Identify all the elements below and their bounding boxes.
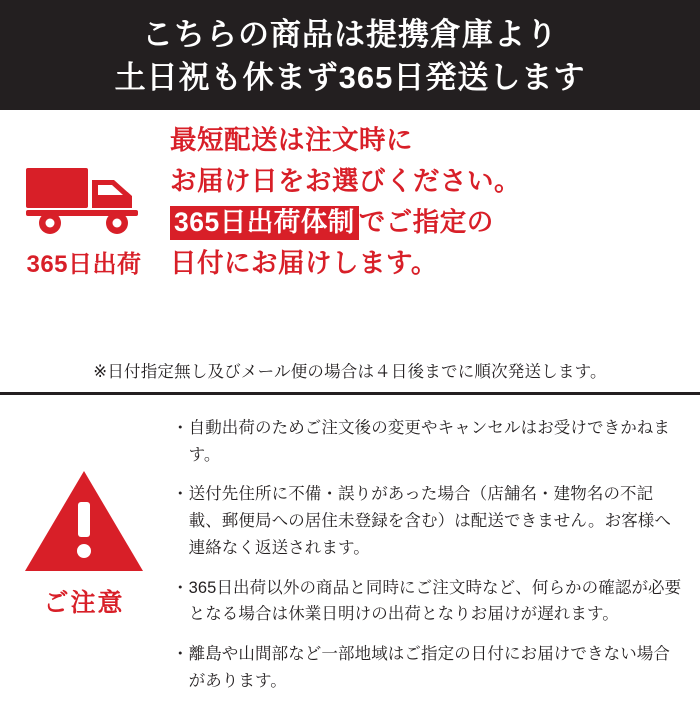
list-item	[172, 481, 682, 561]
list-item-text: 自動出荷のためご注文後の変更やキャンセルはお受けできかねます。	[188, 419, 671, 464]
delivery-truck-icon	[24, 160, 144, 236]
list-item	[172, 641, 682, 694]
list-item-text: 365日出荷以外の商品と同時にご注文時など、何らかの確認が必要となる場合は休業日明けの出荷となりお届けが遅れます。	[188, 578, 682, 624]
caution-section	[0, 395, 700, 707]
warning-triangle-icon	[23, 469, 145, 573]
delivery-text-block	[168, 116, 700, 284]
delivery-main	[0, 116, 700, 354]
delivery-line-3	[170, 202, 686, 243]
header-line-1: こちらの商品は提携倉庫より	[142, 17, 558, 53]
caution-column	[0, 407, 168, 619]
caution-notes-list	[168, 407, 700, 707]
bullet-marker: ・	[172, 485, 189, 504]
bullet-marker: ・	[172, 419, 189, 437]
truck-label: 365日出荷	[26, 251, 142, 278]
delivery-line-2: お届け日をお選びください。	[170, 166, 521, 197]
delivery-line-3-rest: でご指定の	[358, 207, 494, 238]
bullet-marker: ・	[172, 645, 189, 664]
banner-header	[0, 0, 700, 110]
delivery-line-3-highlight: 365日出荷体制	[170, 206, 359, 240]
delivery-note: ※日付指定無し及びメール便の場合は４日後までに順次発送します。	[93, 363, 607, 381]
list-item-text: 離島や山間部など一部地域はご指定の日付にお届けできない場合があります。	[188, 645, 671, 690]
list-item	[172, 415, 682, 468]
caution-label: ご注意	[43, 589, 125, 617]
bullet-marker: ・	[172, 578, 189, 597]
truck-column	[0, 116, 168, 279]
delivery-section	[0, 110, 700, 395]
delivery-line-1: 最短配送は注文時に	[170, 125, 413, 155]
delivery-line-4: 日付にお届けします。	[170, 248, 438, 279]
list-item	[172, 575, 682, 628]
list-item-text: 送付先住所に不備・誤りがあった場合（店舗名・建物名の不記載、郵便局への居住未登録を含む）は配送できません。お客様へ連絡なく返送されます。	[188, 485, 671, 557]
header-line-2: 土日祝も休まず365日発送します	[114, 60, 586, 95]
